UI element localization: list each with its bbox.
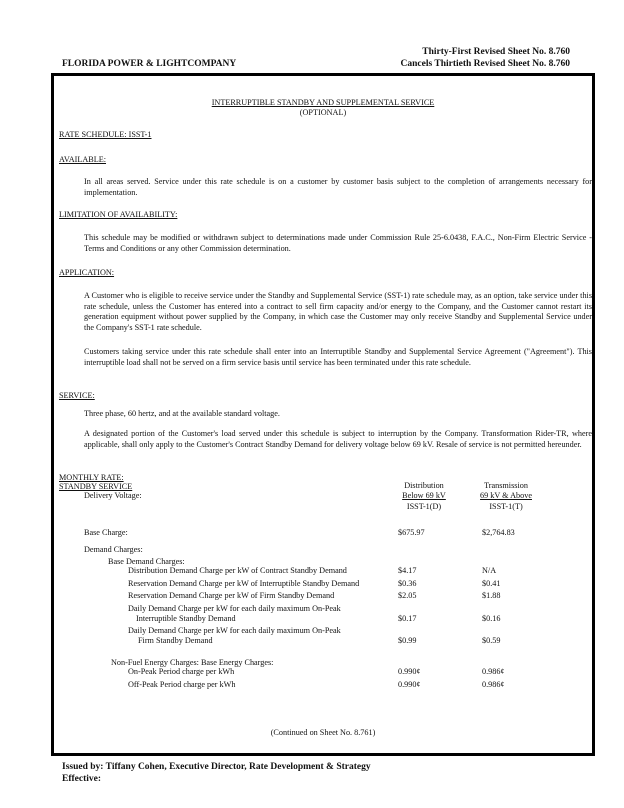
available-heading: AVAILABLE: (59, 155, 107, 164)
base-charge-dist: $675.97 (398, 528, 425, 537)
demand-row-label-cont: Interruptible Standby Demand (136, 614, 236, 623)
page-title: INTERRUPTIBLE STANDBY AND SUPPLEMENTAL SERVICE (211, 98, 435, 107)
limitation-text: This schedule may be modified or withdrawn subject to determinations made under Commission Rule 25-6.0438, F.A.C., Non-Firm Electric Service - Terms and Conditions or any other Commission determination. (84, 233, 592, 253)
application-p1: A Customer who is eligible to receive service under the Standby and Supplemental Service (SST-1) rate schedule may, as an option, take service under this rate schedule, unless the Customer has entered into a contract to sell firm capacity and/or energy to the Company, and the Customer cannot restart its generation equipment without power supplied by the Company, in which case the Customer may only receive Standby and Supplemental Service under the Company's SST-1 rate schedule. (84, 291, 592, 332)
service-heading: SERVICE: (59, 391, 95, 400)
demand-row-label: Reservation Demand Charge per kW of Interruptible Standby Demand (128, 579, 360, 588)
service-p2: A designated portion of the Customer's load served under this schedule is subject to interruption by the Company. Transformation Rider-TR, where applicable, shall only apply to the Customer's Contract Standby Demand for delivery voltage below 69 kV. Resale of service is not permitted hereunder. (84, 429, 592, 449)
base-charge-label: Base Charge: (84, 528, 128, 537)
demand-row-trans: $1.88 (482, 591, 501, 600)
demand-row-trans: $0.16 (482, 614, 501, 623)
demand-row-dist: $4.17 (398, 566, 417, 575)
demand-row-trans: $0.41 (482, 579, 501, 588)
col-transmission-voltage: 69 kV & Above (480, 491, 532, 500)
energy-row-label: On-Peak Period charge per kWh (128, 667, 235, 676)
col-distribution-code: ISST-1(D) (406, 502, 442, 511)
col-distribution-title: Distribution (404, 481, 444, 490)
limitation-heading: LIMITATION OF AVAILABILITY: (59, 210, 178, 219)
non-fuel-energy-label: Non-Fuel Energy Charges: Base Energy Charges: (111, 658, 274, 667)
demand-row-label: Daily Demand Charge per kW for each daily maximum On-Peak (128, 604, 341, 613)
base-demand-charges-label: Base Demand Charges: (108, 557, 185, 566)
sheet-number: Thirty-First Revised Sheet No. 8.760 (422, 47, 570, 57)
energy-row-label: Off-Peak Period charge per kWh (128, 680, 236, 689)
demand-row-label: Distribution Demand Charge per kW of Contract Standby Demand (128, 566, 347, 575)
issued-by: Issued by: Tiffany Cohen, Executive Director, Rate Development & Strategy (62, 762, 371, 772)
base-charge-trans: $2,764.83 (482, 528, 515, 537)
col-transmission-code: ISST-1(T) (489, 502, 523, 511)
application-heading: APPLICATION: (59, 268, 115, 277)
energy-row-dist: 0.990¢ (398, 667, 421, 676)
demand-row-dist: $0.36 (398, 579, 417, 588)
demand-row-label: Reservation Demand Charge per kW of Firm Standby Demand (128, 591, 335, 600)
demand-row-dist: $2.05 (398, 591, 417, 600)
demand-row-trans: N/A (482, 566, 497, 575)
demand-row-trans: $0.59 (482, 636, 501, 645)
continued-note: (Continued on Sheet No. 8.761) (270, 728, 376, 737)
energy-row-trans: 0.986¢ (482, 667, 505, 676)
energy-row-trans: 0.986¢ (482, 680, 505, 689)
demand-row-dist: $0.99 (398, 636, 417, 645)
demand-row-dist: $0.17 (398, 614, 417, 623)
cancels-sheet: Cancels Thirtieth Revised Sheet No. 8.760 (400, 59, 570, 69)
company-name: FLORIDA POWER & LIGHTCOMPANY (62, 59, 237, 69)
demand-charges-label: Demand Charges: (84, 545, 143, 554)
demand-row-label: Daily Demand Charge per kW for each daily maximum On-Peak (128, 626, 341, 635)
standby-service-heading: STANDBY SERVICE (59, 482, 133, 491)
energy-row-dist: 0.990¢ (398, 680, 421, 689)
application-p2: Customers taking service under this rate schedule shall enter into an Interruptible Standby and Supplemental Service Agreement ("Agreement"). This interruptible load shall not be served on a firm service basis until service has been terminated under this rate schedule. (84, 347, 592, 367)
monthly-rate-heading: MONTHLY RATE: (59, 473, 124, 482)
page-subtitle: (OPTIONAL) (299, 108, 347, 117)
col-transmission-title: Transmission (484, 481, 528, 490)
effective-date: Effective: (62, 774, 102, 784)
rate-schedule: RATE SCHEDULE: ISST-1 (59, 130, 152, 139)
delivery-voltage-label: Delivery Voltage: (84, 491, 142, 500)
available-text: In all areas served. Service under this rate schedule is on a customer by customer basis subject to the completion of arrangements necessary for implementation. (84, 177, 592, 197)
demand-row-label-cont: Firm Standby Demand (138, 636, 213, 645)
service-p1: Three phase, 60 hertz, and at the available standard voltage. (84, 409, 280, 418)
col-distribution-voltage: Below 69 kV (402, 491, 446, 500)
